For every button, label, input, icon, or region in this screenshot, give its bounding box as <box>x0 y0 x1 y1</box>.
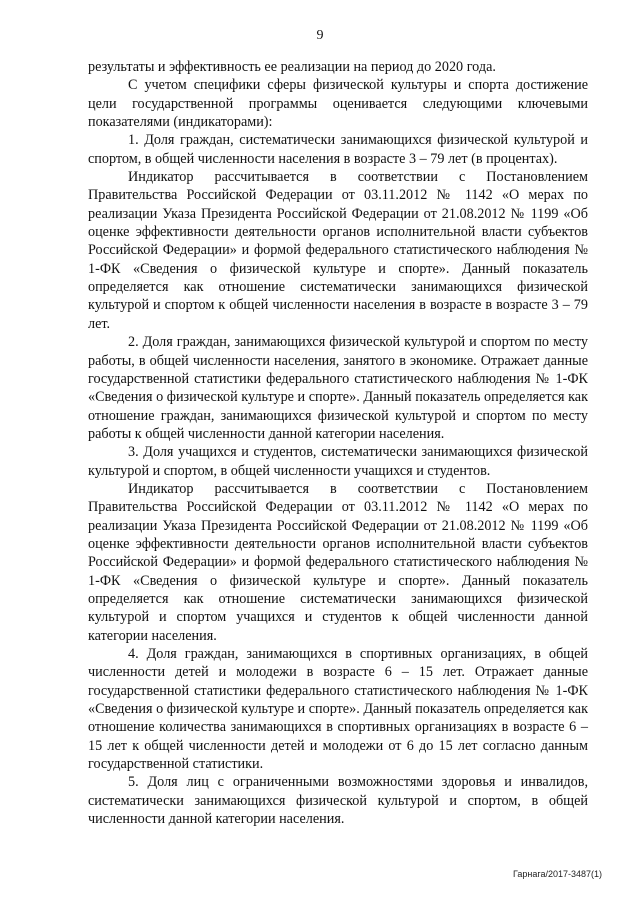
paragraph-indicator-3-method: Индикатор рассчитывается в соответствии с Постановлением Правительства Российской Федерации от 03.11.2012 № 1142 «О мерах по реализации Указа Президента Российской Федерации от 21.08.2012 № 1199 «Об оценке эффективности деятельности органов исполнительной власти субъектов Российской Федерации» и формой федерального статистического наблюдения № 1-ФК «Сведения о физической культуре и спорте». Данный показатель определяется как отношение систематически занимающихся физической культурой и спортом учащихся и студентов к общей численности данной категории населения. <box>88 480 588 644</box>
paragraph-continuation: результаты и эффективность ее реализации на период до 2020 года. <box>88 59 496 75</box>
paragraph-indicator-2: 2. Доля граждан, занимающихся физической культурой и спортом по месту работы, в общей численности населения, занятого в экономике. Отражает данные государственной статистики федерального статистического наблюдения № 1-ФК «Сведения о физической культуре и спорте». Данный показатель определяется как отношение граждан, занимающихся физической культурой и спортом по месту работы к общей численности данной категории населения. <box>88 334 588 442</box>
document-code: Гарнага/2017-3487(1) <box>513 869 602 879</box>
paragraph-indicator-3: 3. Доля учащихся и студентов, систематически занимающихся физической культурой и спортом, в общей численности учащихся и студентов. <box>88 444 588 479</box>
paragraph-indicator-5: 5. Доля лиц с ограниченными возможностями здоровья и инвалидов, систематически занимающихся физической культурой и спортом, в общей численности данной категории населения. <box>88 774 588 828</box>
paragraph-indicator-4: 4. Доля граждан, занимающихся в спортивных организациях, в общей численности детей и молодежи в возрасте 6 – 15 лет. Отражает данные государственной статистики федерального статистического наблюдения № 1-ФК «Сведения о физической культуре и спорте». Данный показатель определяется как отношение количества занимающихся в спортивных организациях в возрасте 6 – 15 лет к общей численности детей и молодежи от 6 до 15 лет согласно данным государственной статистики. <box>88 646 588 773</box>
paragraph-intro-indicators: С учетом специфики сферы физической культуры и спорта достижение цели государственной программы оценивается следующими ключевыми показателями (индикаторами): <box>88 77 588 131</box>
page-number: 9 <box>316 28 324 43</box>
paragraph-indicator-1-method: Индикатор рассчитывается в соответствии с Постановлением Правительства Российской Федерации от 03.11.2012 № 1142 «О мерах по реализации Указа Президента Российской Федерации от 21.08.2012 № 1199 «Об оценке эффективности деятельности органов исполнительной власти субъектов Российской Федерации» и формой федерального статистического наблюдения № 1-ФК «Сведения о физической культуре и спорте». Данный показатель определяется как отношение систематически занимающихся физической культурой и спортом к общей численности населения в возрасте в возрасте 3 – 79 лет. <box>88 169 588 332</box>
document-body <box>88 58 588 828</box>
paragraph-indicator-1: 1. Доля граждан, систематически занимающихся физической культурой и спортом, в общей численности населения в возрасте 3 – 79 лет (в процентах). <box>88 132 588 167</box>
